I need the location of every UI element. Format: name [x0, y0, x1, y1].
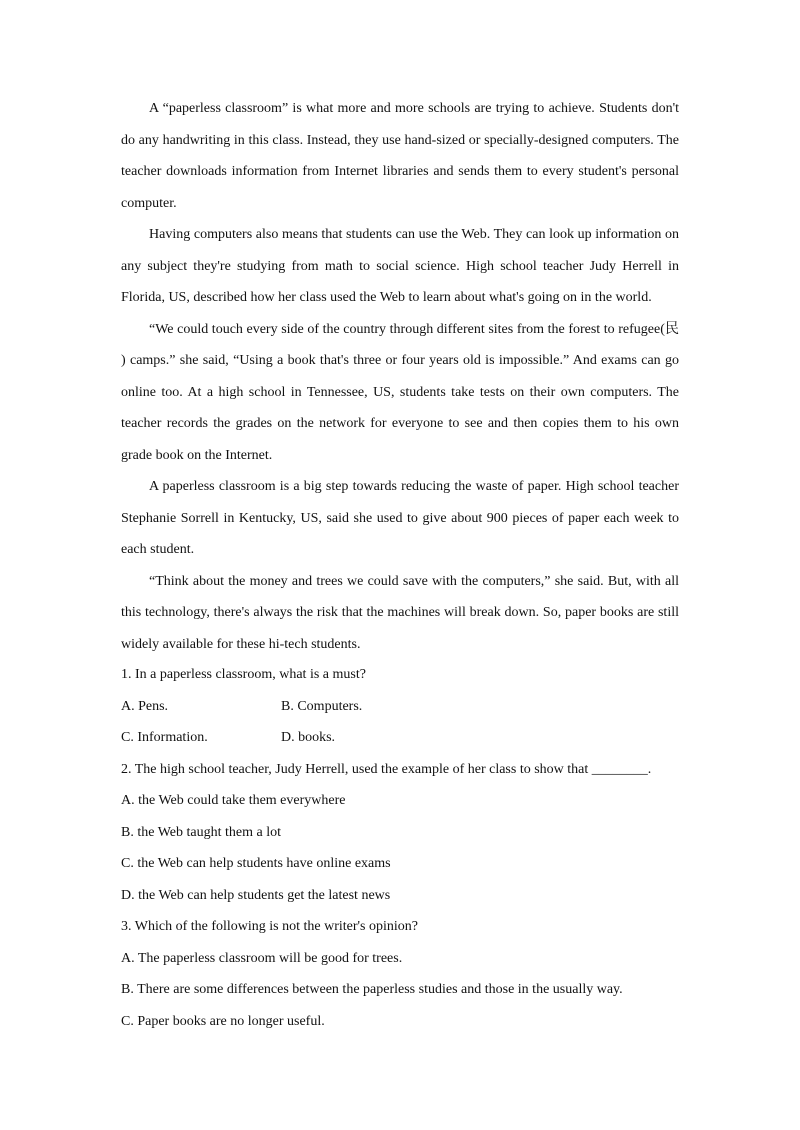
question-1-options-row-2: [121, 722, 679, 754]
question-1-options-row-1: [121, 691, 679, 723]
question-1-option-d: D. books.: [281, 730, 336, 745]
question-3-option-b: B. There are some differences between the paperless studies and those in the usually way.: [121, 982, 623, 997]
question-1-option-b: B. Computers.: [281, 698, 363, 714]
question-2-option-a: A. the Web could take them everywhere: [121, 793, 346, 808]
questions-section: [121, 659, 679, 1037]
passage-paragraph-3: “We could touch every side of the country through different sites from the forest to refugee(民 ) camps.” she said, “Using a book that's three or four years old is impossible.” And exams can go online too. At a high school in Tennessee, US, students take tests on their own computers. The teacher records the grades on the network for everyone to see and then copies them to his own grade book on the Internet.: [121, 321, 679, 463]
question-3-stem: 3. Which of the following is not the writer's opinion?: [121, 919, 418, 934]
passage-paragraph-5: “Think about the money and trees we could save with the computers,” she said. But, with all this technology, there's always the risk that the machines will break down. So, paper books are still widely available for these hi-tech students.: [121, 573, 679, 652]
question-2-option-b: B. the Web taught them a lot: [121, 824, 281, 840]
question-2-stem: 2. The high school teacher, Judy Herrell, used the example of her class to show that ________.: [121, 761, 652, 777]
passage-paragraph-2: Having computers also means that students can use the Web. They can look up information on any subject they're studying from math to social science. High school teacher Judy Herrell in Florida, US, described how her class used the Web to learn about what's going on in the world.: [121, 227, 679, 305]
question-2-option-d: D. the Web can help students get the latest news: [121, 887, 391, 903]
question-1-stem: 1. In a paperless classroom, what is a must?: [121, 667, 366, 682]
question-1-option-a: A. Pens.: [121, 698, 169, 714]
reading-passage: [121, 93, 679, 660]
question-3-option-a: A. The paperless classroom will be good for trees.: [121, 950, 403, 966]
question-1-option-c: C. Information.: [121, 730, 208, 745]
passage-paragraph-1: A “paperless classroom” is what more and more schools are trying to achieve. Students don't do any handwriting in this class. Instead, they use hand-sized or specially-designed computers. The teacher downloads information from Internet libraries and sends them to every student's personal computer.: [121, 101, 679, 211]
passage-paragraph-4: A paperless classroom is a big step towards reducing the waste of paper. High school teacher Stephanie Sorrell in Kentucky, US, said she used to give about 900 pieces of paper each week to each student.: [121, 479, 679, 557]
question-2-option-c: C. the Web can help students have online exams: [121, 856, 391, 871]
question-3-option-c: C. Paper books are no longer useful.: [121, 1013, 325, 1029]
